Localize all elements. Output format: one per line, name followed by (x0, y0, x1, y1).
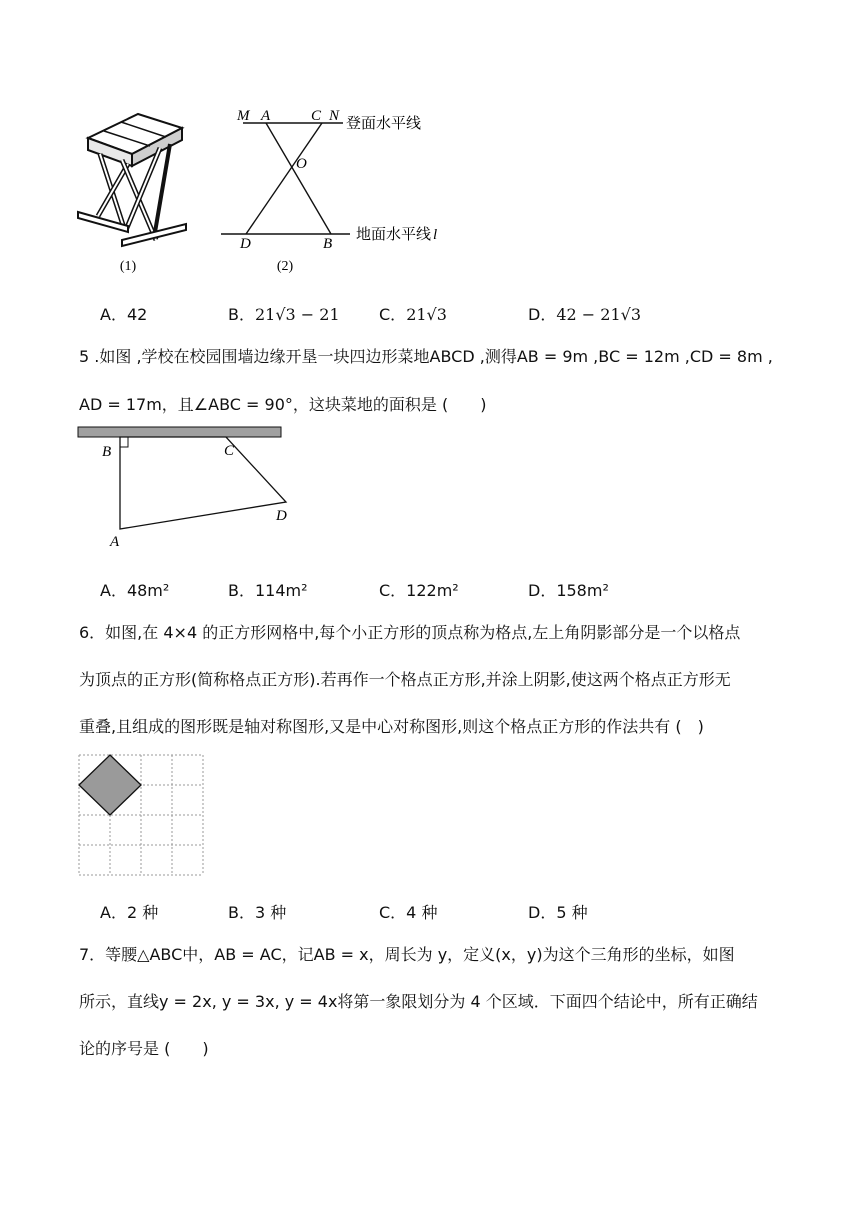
q4-choice-a: A．42 (100, 305, 148, 324)
q6-line-2: 为顶点的正方形(简称格点正方形).若再作一个格点正方形,并涂上阴影,使这两个格点正方形无 (79, 670, 731, 689)
q4-choice-d-prefix: D． (528, 305, 557, 324)
q4-choice-b-prefix: B． (228, 305, 255, 324)
ground-line-label: 地面水平线 (356, 225, 432, 243)
label-D: D (276, 508, 287, 524)
q4-choice-d (528, 302, 641, 325)
q4-choice-d-value: 42 − 21√3 (556, 305, 641, 324)
label-M: M (237, 108, 250, 124)
label-A: A (261, 108, 271, 124)
q7-line-1: 7．等腰△ABC中，AB = AC，记AB = x，周长为 y，定义(x，y)为这个三角形的坐标，如图 (79, 945, 735, 964)
q4-choice-c-value: 21√3 (406, 305, 447, 324)
q6-choice-c: C．4 种 (379, 903, 438, 922)
q4-choice-c-prefix: C． (379, 305, 407, 324)
q4-choice-b-value: 21√3 − 21 (254, 305, 340, 324)
q4-choice-b (228, 302, 340, 325)
q6-choice-d: D．5 种 (528, 903, 588, 922)
label-C: C (311, 108, 322, 124)
stool-schematic (215, 100, 465, 280)
q6-line-3: 重叠,且组成的图形既是轴对称图形,又是中心对称图形,则这个格点正方形的作法共有 ( ) (79, 717, 704, 736)
label-N: N (329, 108, 340, 124)
q5-garden-figure (76, 424, 306, 554)
q6-line-1: 6．如图,在 4×4 的正方形网格中,每个小正方形的顶点称为格点,左上角阴影部分是一个以格点 (79, 623, 741, 642)
q6-grid-figure (78, 754, 204, 878)
q7-line-2: 所示，直线y = 2x, y = 3x, y = 4x将第一象限划分为 4 个区域．下面四个结论中，所有正确结 (79, 992, 758, 1011)
q5-choice-c: C．122m² (379, 581, 459, 600)
q6-choice-b: B．3 种 (228, 903, 287, 922)
label-D: D (240, 236, 251, 252)
label-C: C (224, 443, 235, 459)
ground-line-l: l (433, 227, 438, 243)
q5-choice-a: A．48m² (100, 581, 170, 600)
q5-choice-b: B．114m² (228, 581, 308, 600)
q5-line-1: 5 .如图 ,学校在校园围墙边缘开垦一块四边形菜地ABCD ,测得AB = 9m ,BC = 12m ,CD = 8m , (79, 347, 773, 366)
q4-choice-c (379, 302, 447, 325)
q7-line-3: 论的序号是 ( ) (79, 1039, 209, 1058)
caption-2: (2) (276, 259, 294, 274)
q5-choice-d: D．158m² (528, 581, 609, 600)
label-O: O (296, 156, 307, 172)
label-B: B (323, 236, 333, 252)
top-line-label: 登面水平线 (346, 114, 422, 132)
q5-line-2: AD = 17m，且∠ABC = 90°，这块菜地的面积是 ( ) (79, 395, 487, 414)
label-A: A (110, 534, 120, 550)
caption-1: (1) (119, 259, 137, 274)
shaded-square (79, 755, 141, 815)
stool-figure (70, 100, 190, 280)
label-B: B (102, 444, 112, 460)
q6-choice-a: A．2 种 (100, 903, 159, 922)
